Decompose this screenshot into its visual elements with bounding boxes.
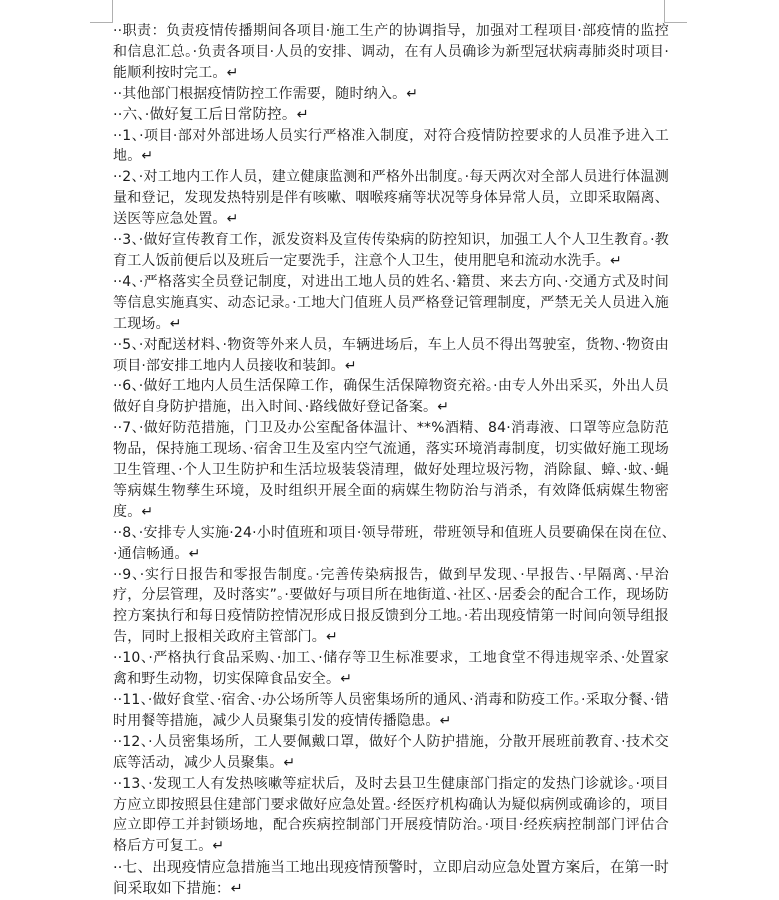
paragraph-item-3: ··3、·做好宣传教育工作，派发资料及宣传传染病的防控知识，加强工人个人卫生教育。·教育工人饭前便后以及班后一定要洗手，注意个人卫生，使用肥皂和流动水洗手。↵ — [113, 232, 669, 269]
paragraph-duties: ··职责：负责疫情传播期间各项目·施工生产的协调指导，加强对工程项目·部疫情的监控和信息汇总。·负责各项目·人员的安排、调动，在有人员确诊为新型冠状病毒肺炎时项目·能顺利按时完工。↵ — [113, 23, 669, 81]
paragraph-item-10: ··10、·严格执行食品采购、·加工、·储存等卫生标准要求，工地食堂不得违规宰杀、·处置家禽和野生动物，切实保障食品安全。↵ — [113, 650, 669, 688]
paragraph-item-6: ··6、·做好工地内人员生活保障工作，确保生活保障物资充裕。·由专人外出采买，外出人员做好自身防护措施，出入时间、·路线做好登记备案。↵ — [113, 378, 669, 416]
document-body[interactable] — [113, 21, 669, 900]
paragraph-item-8: ··8、·安排专人实施·24·小时值班和项目·领导带班，带班领导和值班人员要确保在岗在位、·通信畅通。↵ — [113, 524, 669, 562]
paragraph-other-departments: ··其他部门根据疫情防控工作需要，随时纳入。↵ — [113, 85, 419, 102]
paragraph-item-5: ··5、·对配送材料、·物资等外来人员，车辆进场后，车上人员不得出驾驶室，货物、·物资由项目·部安排工地内人员接收和装卸。↵ — [113, 336, 669, 374]
section-heading-six: ··六、·做好复工后日常防控。↵ — [113, 106, 309, 123]
paragraph-item-12: ··12、·人员密集场所，工人要佩戴口罩，做好个人防护措施，分散开展班前教育、·技术交底等活动，减少人员聚集。↵ — [113, 733, 669, 771]
page-corner-mark-left — [90, 0, 113, 23]
paragraph-item-9: ··9、·实行日报告和零报告制度。·完善传染病报告，做到早发现、·早报告、·早隔离、·早治疗，分层管理，及时落实”。·要做好与项目所在地街道、·社区、·居委会的配合工作，现场防控方案执行和每日疫情防控情况形成日报反馈到分工地。·若出现疫情第一时间向领导组报告，同时上报相关政府主管部门。↵ — [113, 566, 669, 646]
paragraph-item-11: ··11、·做好食堂、·宿舍、·办公场所等人员密集场所的通风、·消毒和防疫工作。·采取分餐、·错时用餐等措施，减少人员聚集引发的疫情传播隐患。↵ — [113, 692, 669, 729]
paragraph-item-2: ··2、·对工地内工作人员，建立健康监测和严格外出制度。·每天两次对全部人员进行体温测量和登记，发现发热特别是伴有咳嗽、咽喉疼痛等状况等身体异常人员，立即采取隔离、送医等应急处置。↵ — [113, 169, 669, 228]
paragraph-item-1: ··1、·项目·部对外部进场人员实行严格准入制度，对符合疫情防控要求的人员准予进入工地。↵ — [113, 127, 669, 165]
section-heading-seven: ··七、出现疫情应急措施当工地出现疫情预警时，立即启动应急处置方案后，在第一时间采取如下措施：↵ — [113, 860, 669, 898]
paragraph-item-7: ··7、·做好防范措施，门卫及办公室配备体温计、**%酒精、84·消毒液、口罩等应急防范物品，保持施工现场、·宿舍卫生及室内空气流通，落实环境消毒制度，切实做好施工现场卫生管理、·个人卫生防护和生活垃圾装袋清理，做好处理垃圾污物，消除鼠、蟑、·蚊、·蝇等病媒生物孳生环境，及时组织开展全面的病媒生物防治与消杀，有效降低病媒生物密度。↵ — [113, 420, 669, 520]
paragraph-item-13: ··13、·发现工人有发热咳嗽等症状后，及时去县卫生健康部门指定的发热门诊就诊。·项目方应立即按照县住建部门要求做好应急处置。·经医疗机构确认为疑似病例或确诊的，项目应立即停工并封锁场地，配合疾病控制部门开展疫情防治。·项目·经疾病控制部门评估合格后方可复工。↵ — [113, 775, 669, 855]
paragraph-item-4: ··4、·严格落实全员登记制度，对进出工地人员的姓名、·籍贯、来去方向、·交通方式及时间等信息实施真实、动态记录。·工地大门值班人员严格登记管理制度，严禁无关人员进入施工现场。↵ — [113, 273, 669, 332]
page-corner-mark-right — [664, 0, 687, 23]
